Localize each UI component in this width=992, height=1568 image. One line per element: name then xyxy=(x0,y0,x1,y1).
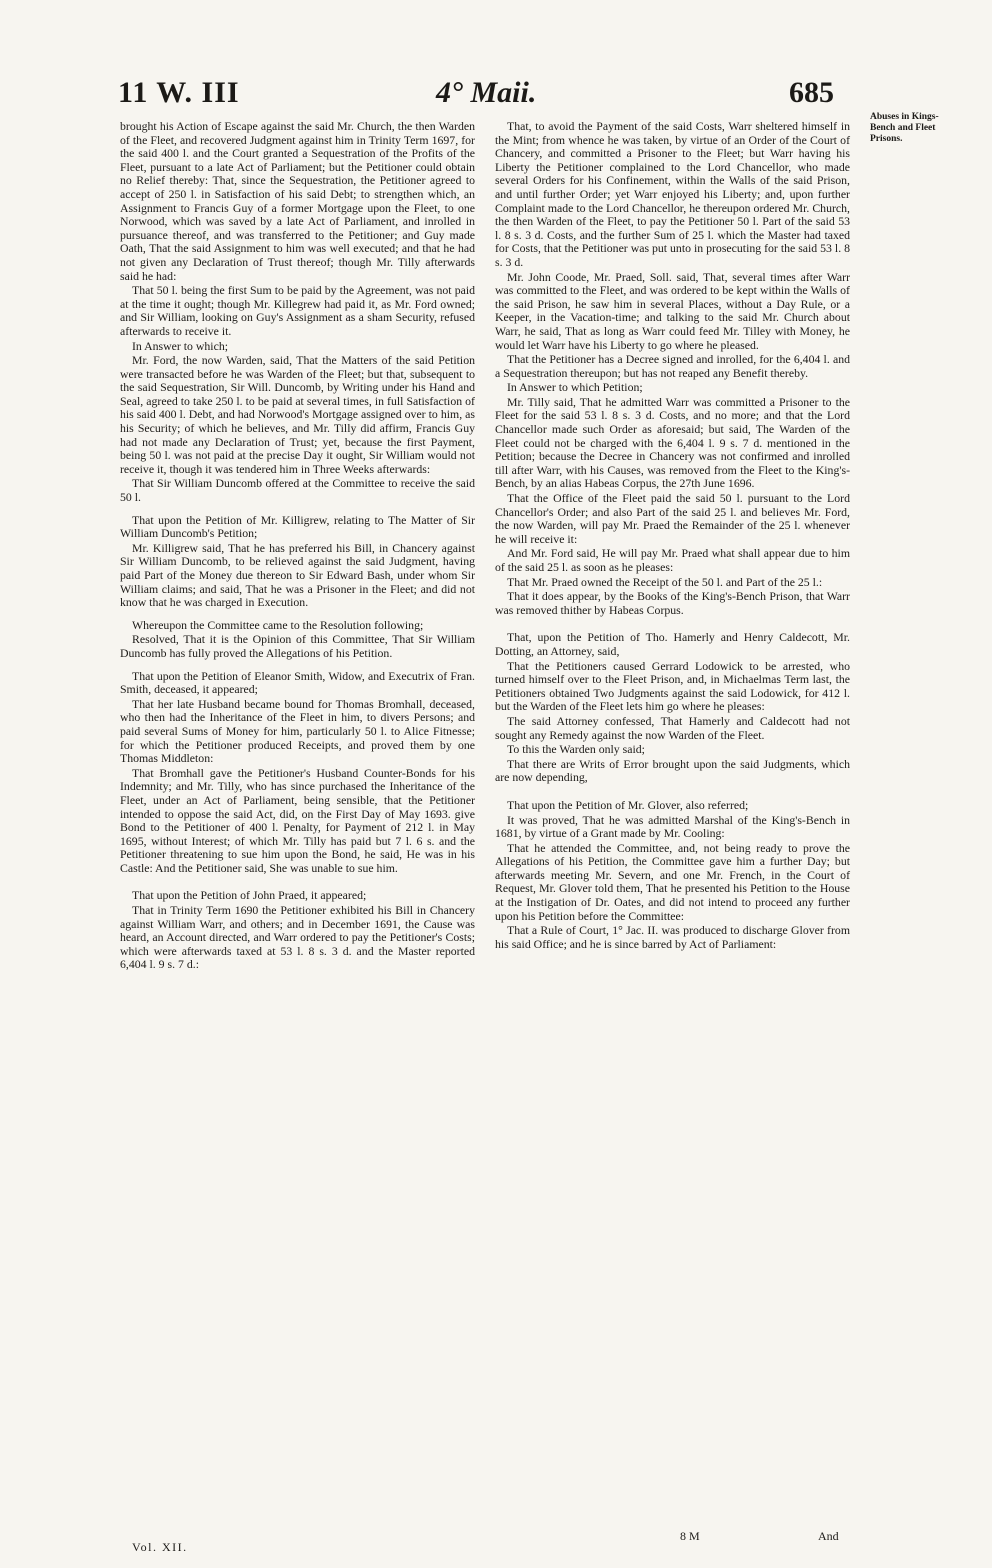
paragraph: brought his Action of Escape against the said Mr. Church, the then Warden of the Fleet, and recovered Judgment against him in Trinity Term 1697, for the said 400 l. and the Court granted a Sequestration of the Profits of the Fleet, pursuant to a late Act of Parliament; but the Petitioner could obtain no Relief thereby: That, since the Sequestration, the Petitioner agreed to accept of 250 l. in Satisfaction of his said Debt; to strengthen which, an Assignment to Francis Guy of a former Mortgage upon the Fleet, to one Norwood, which was saved by a late Act of Parliament, and inrolled in pursuance thereof, and was transferred to the Petitioner; and Guy made Oath, That the said Assignment to him was well executed; and that he had not given any Declaration of Trust thereof; though Mr. Tilly afterwards said he had: xyxy=(120,119,475,283)
paragraph: That the Office of the Fleet paid the said 50 l. pursuant to the Lord Chancellor's Order; and also Part of the said 25 l. and believes Mr. Ford, the now Warden, will pay Mr. Praed the Remainder of the 25 l. whenever he will receive it: xyxy=(495,491,850,546)
paragraph: Mr. Tilly said, That he admitted Warr was committed a Prisoner to the Fleet for the said 53 l. 8 s. 3 d. Costs, and no more; and that the Lord Chancellor made such Order as aforesaid; but said, The Warden of the Fleet could not be charged with the 6,404 l. 9 s. 7 d. mentioned in the Petition; because the Decree in Chancery was not confirmed and inrolled till after Warr, with his Causes, was removed from the Fleet to the King's-Bench, by an alias Habeas Corpus, the 27th June 1696. xyxy=(495,394,850,491)
signature-mark: 8 M xyxy=(680,1529,700,1543)
paragraph: And Mr. Ford said, He will pay Mr. Praed what shall appear due to him of the said 25 l. as soon as he pleases: xyxy=(495,546,850,574)
paragraph: That upon the Petition of Eleanor Smith, Widow, and Executrix of Fran. Smith, deceased, it appeared; xyxy=(120,668,475,697)
paragraph: That it does appear, by the Books of the King's-Bench Prison, that Warr was removed thither by Habeas Corpus. xyxy=(495,589,850,617)
margin-note: Abuses in Kings-Bench and Fleet Prisons. xyxy=(870,112,939,144)
paragraph: That a Rule of Court, 1° Jac. II. was produced to discharge Glover from his said Office; and he is since barred by Act of Parliament: xyxy=(495,923,850,951)
paragraph: Mr. Killigrew said, That he has preferred his Bill, in Chancery against Sir William Duncomb, to be relieved against the said Judgment, having paid Part of the Money due thereon to Sir Edward Bash, under whom Sir William claims; and said, That he was a Prisoner in the Fleet; and did not know that he was charged in Execution. xyxy=(120,540,475,610)
left-column xyxy=(120,120,475,973)
paragraph: That the Petitioner has a Decree signed and inrolled, for the 6,404 l. and a Sequestration thereupon; but has not reaped any Benefit thereby. xyxy=(495,352,850,380)
paragraph: That her late Husband became bound for Thomas Bromhall, deceased, who then had the Inheritance of the Fleet in him, to divers Persons; and paid several Sums of Money for him, particularly 50 l. to Alice Fitnesse; for which the Petitioner produced Receipts, and proved them by one Thomas Middleton: xyxy=(120,696,475,766)
paragraph: That he attended the Committee, and, not being ready to prove the Allegations of his Petition, the Committee gave him a further Day; but afterwards meeting Mr. Severn, and one Mr. French, in the Court of Request, Mr. Glover told them, That he presented his Petition to the House at the Instigation of Dr. Oates, and did not intend to proceed any further upon his Petition before the Committee: xyxy=(495,840,850,923)
volume-label: Vol. XII. xyxy=(132,1540,188,1554)
paragraph: That, upon the Petition of Tho. Hamerly and Henry Caldecott, Mr. Dotting, an Attorney, said, xyxy=(495,630,850,658)
paragraph: That upon the Petition of Mr. Killigrew, relating to The Matter of Sir William Duncomb's Petition; xyxy=(120,512,475,541)
right-column xyxy=(495,120,850,952)
paragraph: That Bromhall gave the Petitioner's Husband Counter-Bonds for his Indemnity; and Mr. Tilly, who has since purchased the Inheritance of the Fleet, under an Act of Parliament, being sensible, that the Petitioner intended to oppose the said Act, did, on the First Day of May 1693. give Bond to the Petitioner of 400 l. Penalty, for Payment of 212 l. in May 1695, without Interest; of which Mr. Tilly has paid but 7 l. 6 s. and the Petitioner threatening to sue him upon the Bond, he said, He was in his Castle: And the Petitioner said, She was unable to sue him. xyxy=(120,765,475,875)
page-header xyxy=(118,76,834,120)
paragraph: Whereupon the Committee came to the Resolution following; xyxy=(132,617,424,632)
date-heading: 4° Maii. xyxy=(436,76,537,109)
paragraph: That in Trinity Term 1690 the Petitioner exhibited his Bill in Chancery against William Warr, and others; and in December 1691, the Cause was heard, an Account directed, and Warr ordered to pay the Petitioner's Costs; which were afterwards taxed at 53 l. 8 s. 3 d. and the Master reported 6,404 l. 9 s. 7 d.: xyxy=(120,903,475,972)
paragraph: That Mr. Praed owned the Receipt of the 50 l. and Part of the 25 l.: xyxy=(507,574,823,589)
paragraph: That there are Writs of Error brought upon the said Judgments, which are now depending, xyxy=(495,756,850,785)
paragraph: In Answer to which; xyxy=(132,338,228,353)
page-number: 685 xyxy=(789,76,834,109)
paragraph: That upon the Petition of John Praed, it appeared; xyxy=(132,888,367,903)
paragraph: That 50 l. being the first Sum to be paid by the Agreement, was not paid at the time it ought; though Mr. Killegrew had paid it, as Mr. Ford owned; and Sir William, looking on Guy's Assignment as a sham Security, refused afterwards to receive it. xyxy=(120,283,475,338)
regnal-year: 11 W. III xyxy=(118,76,240,109)
paragraph: Resolved, That it is the Opinion of this Committee, That Sir William Duncomb has fully proved the Allegations of his Petition. xyxy=(120,632,475,660)
paragraph: The said Attorney confessed, That Hamerly and Caldecott had not sought any Remedy against the now Warden of the Fleet. xyxy=(495,713,850,742)
paragraph: It was proved, That he was admitted Marshal of the King's-Bench in 1681, by virtue of a Grant made by Mr. Cooling: xyxy=(495,812,850,841)
paragraph: That the Petitioners caused Gerrard Lodowick to be arrested, who turned himself over to the Fleet Prison, and, in Michaelmas Term last, the Petitioners obtained Two Judgments against the said Lodowick, for 412 l. but the Warden of the Fleet lets him go where he pleases: xyxy=(495,658,850,714)
paragraph: In Answer to which Petition; xyxy=(507,380,643,395)
catchword: And xyxy=(818,1529,839,1543)
paragraph: That, to avoid the Payment of the said Costs, Warr sheltered himself in the Mint; from whence he was taken, by virtue of an Order of the Court of Chancery, and committed a Prisoner to the Fleet; but Warr having his Liberty the Petitioner complained to the Lord Chancellor, who made several Orders for his Confinement, within the Walls of the said Prison, and until further Order; yet Warr enjoyed his Liberty; and, upon further Complaint made to the Lord Chancellor, he thereupon ordered Mr. Church, the then Warden of the Fleet, to pay the Petitioner 50 l. Part of the said 53 l. 8 s. 3 d. Costs, and the further Sum of 25 l. which the Master had taxed for Costs, that the Petitioner was put unto in prosecuting for the said 53 l. 8 s. 3 d. xyxy=(495,119,850,269)
paragraph: To this the Warden only said; xyxy=(507,742,645,757)
paragraph: That upon the Petition of Mr. Glover, also referred; xyxy=(507,797,749,812)
paragraph: That Sir William Duncomb offered at the Committee to receive the said 50 l. xyxy=(120,476,475,505)
paragraph: Mr. Ford, the now Warden, said, That the Matters of the said Petition were transacted before he was Warden of the Fleet; but that, subsequent to the said Sequestration, Sir Will. Duncomb, by Writing under his Hand and Seal, agreed to take 250 l. to be paid at several times, in full Satisfaction of his said 400 l. Debt, and had Norwood's Mortgage assigned over to him, as his Security; of which he believes, and Mr. Tilly did affirm, Francis Guy had not made any Declaration of Trust; yet, because the first Payment, being 50 l. was not paid at the precise Day it ought, Sir William would not receive it, though it was tendered him in Three Weeks afterwards: xyxy=(120,353,475,476)
paragraph: Mr. John Coode, Mr. Praed, Soll. said, That, several times after Warr was committed to the Fleet, and was ordered to be kept within the Walls of the said Prison, he saw him in several Places, without a Day Rule, or a Keeper, in the Vacation-time; and talking to the said Mr. Church about Warr, he said, That as long as Warr could feed Mr. Tilley with Money, he would let Warr have his Liberty to go where he pleased. xyxy=(495,269,850,352)
